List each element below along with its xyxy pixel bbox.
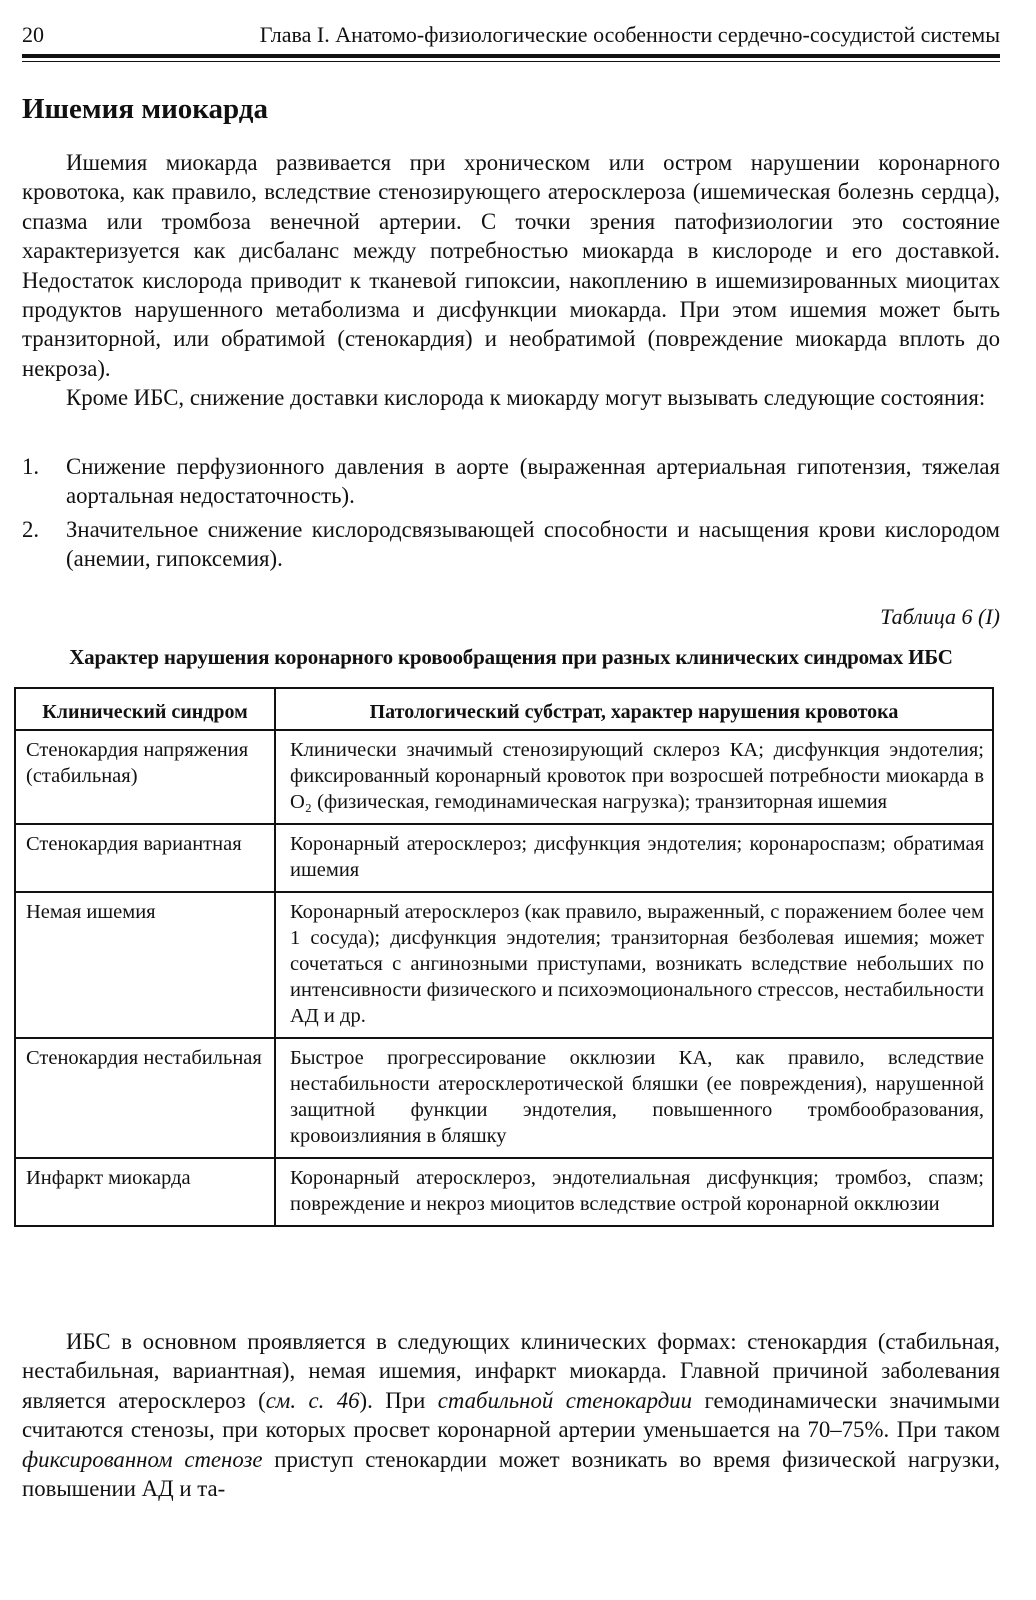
section-title: Ишемия миокарда (22, 93, 268, 125)
closing-text-part: ИБС в основном проявляется в следующих клинических формах: стенокардия (стабильная, нестабильная, вариантная), немая ишемия, инфаркт миокарда. Главной причиной заболевания является атеросклероз ( (22, 1329, 1000, 1413)
closing-text-part: ). При (359, 1387, 438, 1413)
header-rule-thin (22, 61, 1000, 62)
table-row (15, 892, 993, 1038)
substrate-cell: Коронарный атеросклероз (как правило, выраженный, с поражением более чем 1 сосуда); дисфункция эндотелия; транзиторная безболевая ишемия; может сочетаться с ангинозными приступами, возникать вследствие небольших по интенсивности физического и психоэмоционального стрессов, нестабильности АД и др. (275, 892, 993, 1038)
substrate-cell: Быстрое прогрессирование окклюзии КА, как правило, вследствие нестабильности атеросклеротической бляшки (ее повреждения), нарушенной защитной функции эндотелия, повышенного тромбообразования, кровоизлияния в бляшку (275, 1038, 993, 1158)
syndrome-cell: Стенокардия напряжения (стабильная) (15, 730, 275, 824)
list-item (22, 452, 1000, 511)
table-row (15, 1158, 993, 1226)
chapter-title: Глава I. Анатомо-физиологические особенности сердечно-сосудистой системы (259, 22, 1000, 47)
column-header-substrate: Патологический субстрат, характер нарушения кровотока (275, 688, 993, 730)
substrate-cell: Коронарный атеросклероз, эндотелиальная дисфункция; тромбоз, спазм; повреждение и некроз миоцитов вследствие острой коронарной окклюзии (275, 1158, 993, 1226)
substrate-cell: Клинически значимый стенозирующий склероз КА; дисфункция эндотелия; фиксированный коронарный кровоток при возросшей потребности миокарда в О₂ (физическая, гемодинамическая нагрузка); транзиторная ишемия (275, 730, 993, 824)
intro-paragraph-1: Ишемия миокарда развивается при хроническом или остром нарушении коронарного кровотока, как правило, вследствие стенозирующего атеросклероза (ишемическая болезнь сердца), спазма или тромбоза венечной артерии. С точки зрения патофизиологии это состояние характеризуется как дисбаланс между потребностью миокарда в кислороде и его доставкой. Недостаток кислорода приводит к тканевой гипоксии, накоплению в ишемизированных миоцитах продуктов нарушенного метаболизма и дисфункции миокарда. При этом ишемия может быть транзиторной, или обратимой (стенокардия) и необратимой (повреждение миокарда вплоть до некроза). (22, 150, 1000, 381)
page-number: 20 (22, 22, 44, 47)
list-item-text: Снижение перфузионного давления в аорте (выраженная артериальная гипотензия, тяжелая аортальная недостаточность). (66, 454, 1000, 509)
intro-paragraph-2: Кроме ИБС, снижение доставки кислорода к миокарду могут вызывать следующие состояния: (66, 385, 986, 411)
table-title: Характер нарушения коронарного кровообращения при разных клинических синдромах ИБС (69, 645, 953, 669)
closing-paragraph (22, 1327, 1000, 1503)
table-label: Таблица 6 (I) (880, 604, 1000, 629)
syndrome-cell: Инфаркт миокарда (15, 1158, 275, 1226)
list-item-text: Значительное снижение кислородсвязывающей способности и насыщения крови кислородом (анемии, гипоксемия). (66, 516, 1000, 572)
emphasis-stable-angina: стабильной стенокардии (437, 1387, 693, 1413)
closing-text (22, 1327, 1000, 1503)
list-item-number: 2. (22, 516, 40, 542)
table-row (15, 824, 993, 892)
running-header (22, 20, 1000, 52)
table-header-row (15, 688, 993, 730)
table-row (15, 1038, 993, 1158)
header-rule-thick (22, 54, 1000, 58)
table-row (15, 730, 993, 824)
substrate-cell: Коронарный атеросклероз; дисфункция эндотелия; коронароспазм; обратимая ишемия (275, 824, 993, 892)
list-item (22, 515, 1000, 574)
syndrome-cell: Немая ишемия (15, 892, 275, 1038)
page-reference: см. с. 46 (265, 1387, 360, 1413)
emphasis-fixed-stenosis: фиксированном стенозе (22, 1446, 263, 1472)
syndrome-table (14, 687, 994, 1227)
intro-text (22, 148, 1000, 413)
numbered-list (22, 452, 1000, 578)
syndrome-cell: Стенокардия вариантная (15, 824, 275, 892)
column-header-syndrome: Клинический синдром (15, 688, 275, 730)
closing-text-part: гемодинамически значимыми считаются стенозы, при которых просвет коронарной артерии уменьшается на 70–75%. При таком (22, 1387, 1000, 1443)
syndrome-cell: Стенокардия нестабильная (15, 1038, 275, 1158)
list-item-number: 1. (22, 454, 40, 479)
closing-text-part: приступ стенокардии может возникать во время физической нагрузки, повышении АД и та- (22, 1446, 1000, 1502)
